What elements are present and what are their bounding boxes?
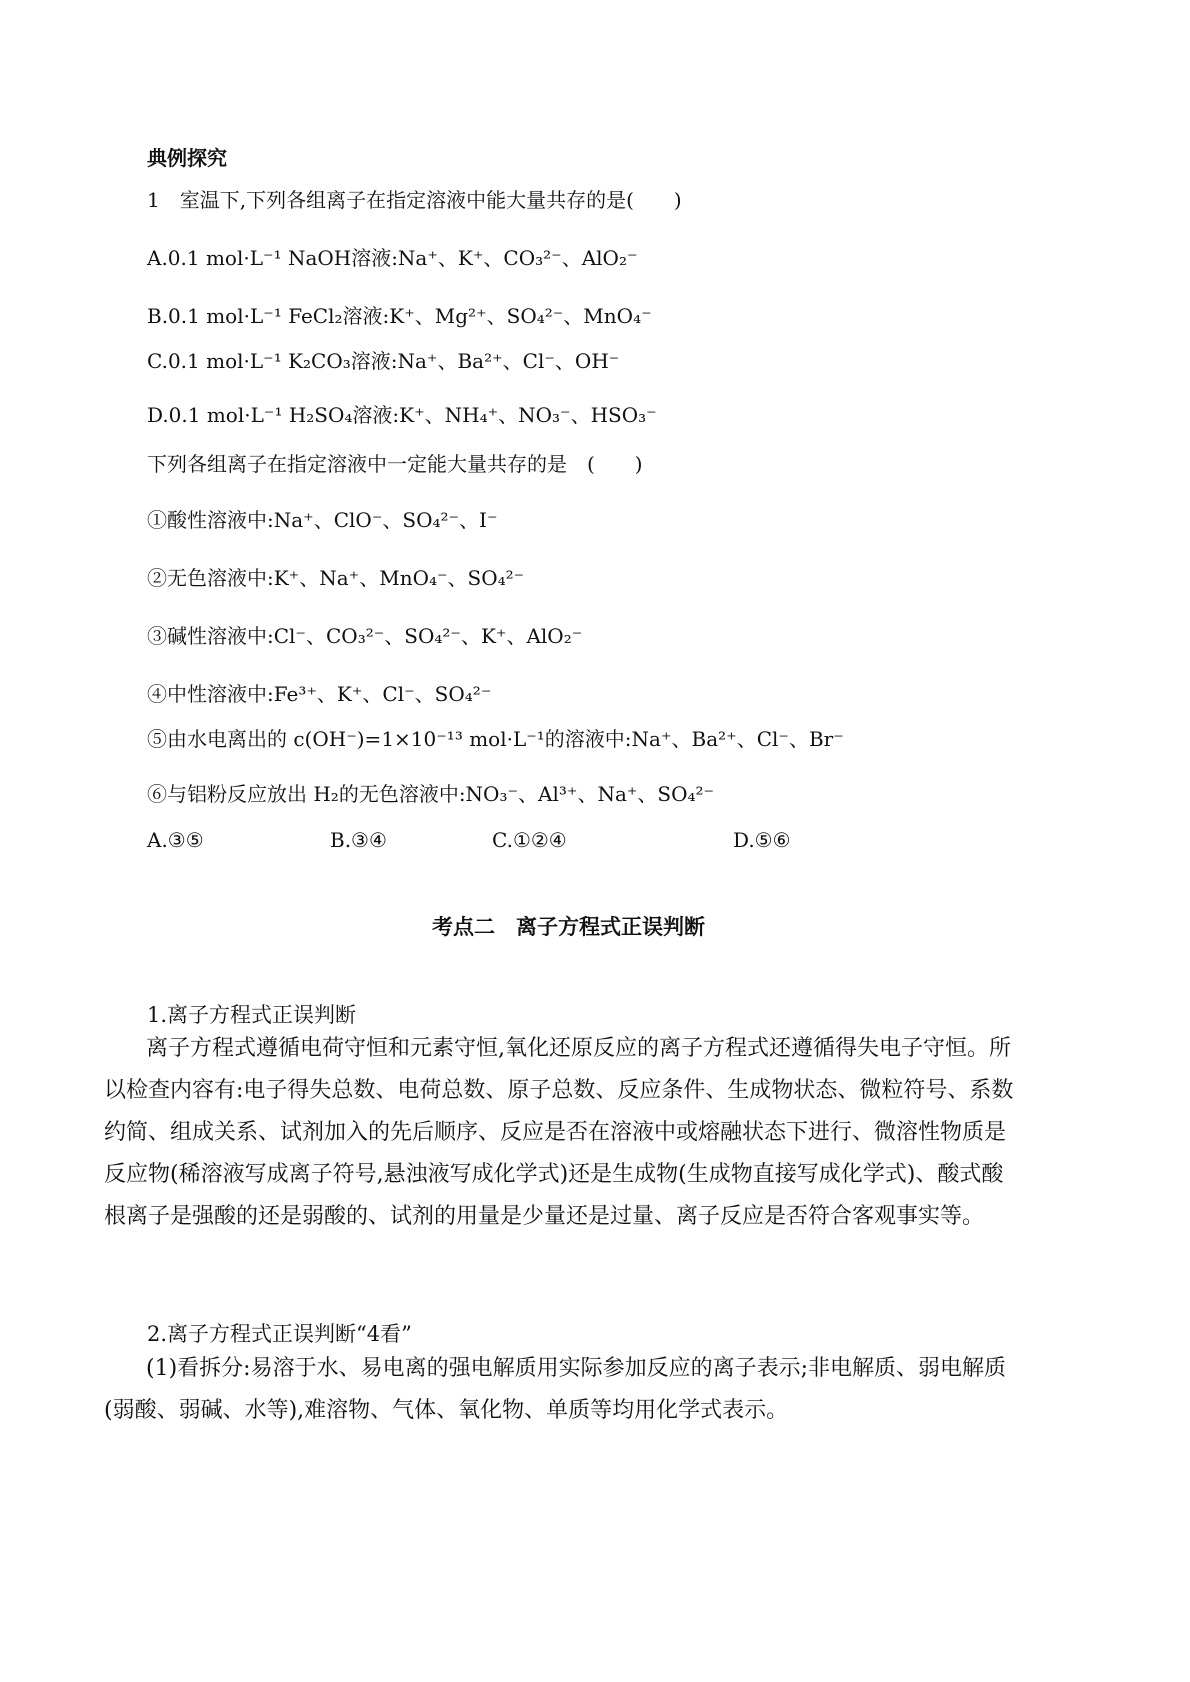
q1-option-b: B.0.1 mol·L⁻¹ FeCl₂溶液:K⁺、Mg²⁺、SO₄²⁻、MnO₄⁻ <box>147 304 652 328</box>
sub2-title: 2.离子方程式正误判断“4看” <box>147 1322 412 1346</box>
q2-option-b: B.③④ <box>330 828 387 852</box>
q1-stem: 1 室温下,下列各组离子在指定溶液中能大量共存的是( ) <box>147 188 682 212</box>
sub1-title: 1.离子方程式正误判断 <box>147 1003 357 1027</box>
q2-option-c: C.①②④ <box>492 828 567 852</box>
q2-item-6: ⑥与铝粉反应放出 H₂的无色溶液中:NO₃⁻、Al³⁺、Na⁺、SO₄²⁻ <box>147 782 715 806</box>
q2-option-d: D.⑤⑥ <box>733 828 791 852</box>
q1-option-d: D.0.1 mol·L⁻¹ H₂SO₄溶液:K⁺、NH₄⁺、NO₃⁻、HSO₃⁻ <box>147 403 657 427</box>
q2-option-a: A.③⑤ <box>147 828 204 852</box>
sub1-body: 离子方程式遵循电荷守恒和元素守恒,氧化还原反应的离子方程式还遵循得失电子守恒。所以检查内容有:电子得失总数、电荷总数、原子总数、反应条件、生成物状态、微粒符号、系数约简、组成关系、试剂加入的先后顺序、反应是否在溶液中或熔融状态下进行、微溶性物质是反应物(稀溶液写成离子符号,悬浊液写成化学式)还是生成物(生成物直接写成化学式)、酸式酸根离子是强酸的还是弱酸的、试剂的用量是少量还是过量、离子反应是否符合客观事实等。 <box>104 1036 1014 1229</box>
q2-item-4: ④中性溶液中:Fe³⁺、K⁺、Cl⁻、SO₄²⁻ <box>147 682 492 706</box>
q2-item-5: ⑤由水电离出的 c(OH⁻)=1×10⁻¹³ mol·L⁻¹的溶液中:Na⁺、Ba²⁺、Cl⁻、Br⁻ <box>147 727 844 751</box>
kaodian-title: 考点二 离子方程式正误判断 <box>432 914 705 939</box>
q2-item-2: ②无色溶液中:K⁺、Na⁺、MnO₄⁻、SO₄²⁻ <box>147 566 525 590</box>
q1-option-a: A.0.1 mol·L⁻¹ NaOH溶液:Na⁺、K⁺、CO₃²⁻、AlO₂⁻ <box>147 246 638 270</box>
q1-option-c: C.0.1 mol·L⁻¹ K₂CO₃溶液:Na⁺、Ba²⁺、Cl⁻、OH⁻ <box>147 349 620 373</box>
q2-item-3: ③碱性溶液中:Cl⁻、CO₃²⁻、SO₄²⁻、K⁺、AlO₂⁻ <box>147 624 583 648</box>
sub2-item-1: (1)看拆分:易溶于水、易电离的强电解质用实际参加反应的离子表示;非电解质、弱电解质(弱酸、弱碱、水等),难溶物、气体、氧化物、单质等均用化学式表示。 <box>104 1356 1006 1423</box>
q2-item-1: ①酸性溶液中:Na⁺、ClO⁻、SO₄²⁻、I⁻ <box>147 508 498 532</box>
q2-stem: 下列各组离子在指定溶液中一定能大量共存的是 ( ) <box>147 452 643 476</box>
section-heading: 典例探究 <box>147 146 227 170</box>
